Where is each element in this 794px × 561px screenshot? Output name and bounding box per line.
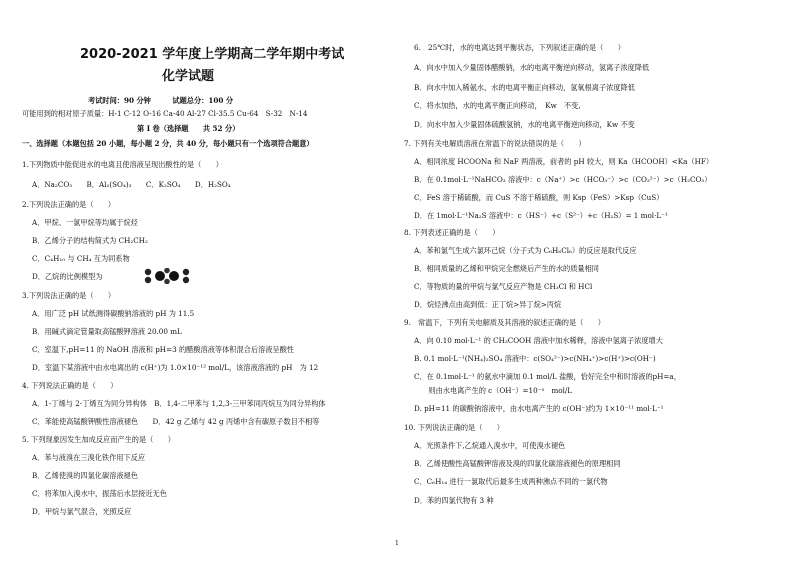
q9-option-c-cont: 则由水电离产生的 c（OH⁻）=10⁻ᵃ mol/L	[414, 386, 573, 395]
q3-option-d: D．室温下某溶液中由水电离出的 c(H⁺)为 1.0×10⁻¹² mol/L，该溶液溶液的 pH 为 12	[32, 363, 319, 372]
exam-subtitle: 化学试题	[162, 69, 215, 84]
q7-option-c: C．FeS 溶于稀硫酸，而 CuS 不溶于稀硫酸，则 Ksp（FeS）>Ksp（CuS）	[414, 193, 664, 202]
q4-options-ab: A．1-丁烯与 2-丁烯互为同分异构体 B．1,4-二甲苯与 1,2,3-三甲苯同丙烷互为同分异构体	[32, 399, 326, 408]
q5-option-c: C．将苯加入溴水中，振荡后水层接近无色	[32, 489, 167, 498]
page-number: 1	[395, 540, 399, 547]
q9-option-d: D. pH=11 的碳酸钠溶液中，由水电离产生的 c(OH⁻)约为 1×10⁻¹¹ mol·L⁻¹	[414, 404, 664, 413]
exam-info: 考试时间：90 分钟 试题总分：100 分	[88, 96, 234, 105]
question-4: 4. 下列说法正确的是（ ）	[22, 381, 118, 390]
section-heading: 一、选择题（本题包括 20 小题，每小题 2 分，共 40 分，每小题只有一个选项符合题意）	[22, 139, 314, 148]
atomic-masses: 可能用到的相对原子质量：H-1 C-12 O-16 Ca-40 Al-27 Cl-35.5 Cu-64 S-32 N-14	[22, 109, 308, 118]
q9-option-c: C．在 0.1mol·L⁻¹ 的氨水中滴加 0.1 mol/L 盐酸，恰好完全中和时溶液的pH=a，	[414, 372, 681, 381]
question-3: 3.下列说法正确的是（ ）	[22, 291, 116, 300]
q4-options-cd: C．苯能使高锰酸钾酸性溶液褪色 D．42 g 乙烯与 42 g 丙烯中含有碳原子数目不相等	[32, 417, 320, 426]
q5-option-b: B．乙烯使溴的四氯化碳溶液褪色	[32, 471, 138, 480]
q6-option-a: A．向水中加入少量固体醋酸钠，水的电离平衡逆向移动，氢离子浓度降低	[414, 63, 650, 72]
q7-option-b: B．在 0.1mol·L⁻¹NaHCO₃ 溶液中：c（Na⁺）>c（HCO₃⁻）>c（CO₃²⁻）>c（H₂CO₃）	[414, 175, 712, 184]
question-1: 1.下列物质中能促进水的电离且使溶液呈现出酸性的是（ ）	[22, 160, 223, 169]
exam-title: 2020-2021 学年度上学期高二学年期中考试	[80, 47, 345, 62]
question-10: 10. 下列说法正确的是（ ）	[404, 423, 504, 432]
q8-option-d: D．烷烃沸点由高到低：正丁烷>异丁烷>丙烷	[414, 300, 562, 309]
q3-option-a: A．用广泛 pH 试纸测得碳酸钠溶液的 pH 为 11.5	[32, 309, 195, 318]
q9-option-b: B. 0.1 mol·L⁻¹(NH₄)₂SO₄ 溶液中：c(SO₄²⁻)>c(NH₄⁺)>c(H⁺)>c(OH⁻)	[414, 354, 656, 363]
question-5: 5. 下列现象因发生加成反应而产生的是（ ）	[22, 435, 175, 444]
q5-option-d: D．甲烷与氯气混合，光照反应	[32, 507, 132, 516]
q7-option-d: D．在 1mol·L⁻¹Na₂S 溶液中：c（HS⁻）+c（S²⁻）+c（H₂S）= 1 mol·L⁻¹	[414, 211, 668, 220]
question-8: 8. 下列表述正确的是（ ）	[404, 228, 500, 237]
q2-option-b: B．乙烯分子的结构简式为 CH₂CH₂	[32, 236, 148, 245]
q6-option-c: C．将水加热，水的电离平衡正向移动， Kw 不变,	[414, 101, 581, 110]
q9-option-a: A．向 0.10 mol·L⁻¹ 的 CH₃COOH 溶液中加水稀释，溶液中氢离子浓度增大	[414, 336, 663, 345]
q3-option-b: B．用碱式滴定管量取高锰酸钾溶液 20.00 mL	[32, 327, 182, 336]
q5-option-a: A．苯与液溴在三溴化铁作用下反应	[32, 453, 146, 462]
q1-options: A．Na₂CO₃ B．Al₂(SO₄)₃ C．K₂SO₄ D．H₂SO₄	[32, 180, 231, 189]
q6-option-d: D．向水中加入少量固体硫酸氢钠，水的电离平衡逆向移动，Kw 不变	[414, 120, 635, 129]
part-heading: 第 I 卷（选择题 共 52 分）	[137, 124, 240, 133]
q2-option-c: C．C₄H₁₀ 与 CH₄ 互为同系物	[32, 254, 130, 263]
q8-option-c: C．等物质的量的甲烷与氯气反应产物是 CH₃Cl 和 HCl	[414, 282, 593, 291]
question-9: 9. 常温下，下列有关电解质及其溶液的叙述正确的是（ ）	[404, 318, 605, 327]
q10-option-b: B．乙烯使酸性高锰酸钾溶液及溴的四氯化碳溶液褪色的原理相同	[414, 459, 621, 468]
ethane-model-image	[140, 268, 194, 284]
q3-option-c: C．室温下,pH=11 的 NaOH 溶液和 pH=3 的醋酸溶液等体积混合后溶液呈酸性	[32, 345, 294, 354]
question-6: 6. 25℃时，水的电离达到平衡状态，下列叙述正确的是（ ）	[414, 43, 625, 52]
q7-option-a: A．相同浓度 HCOONa 和 NaF 两溶液，前者的 pH 较大，则 Ka（HCOOH）<Ka（HF）	[414, 157, 714, 166]
question-2: 2.下列说法正确的是（ ）	[22, 200, 116, 209]
q2-option-a: A．甲烷、一氯甲烷等均属于烷烃	[32, 218, 138, 227]
q10-option-a: A．光照条件下,乙烷通入溴水中，可使溴水褪色	[414, 441, 566, 450]
q2-option-d: D．乙烷的比例模型为	[32, 272, 103, 281]
q10-option-d: D．苯的四氯代物有 3 种	[414, 496, 494, 505]
q8-option-b: B．相同质量的乙烯和甲烷完全燃烧后产生的水的质量相同	[414, 264, 599, 273]
question-7: 7. 下列有关电解质溶液在常温下的说法错误的是（ ）	[404, 139, 586, 148]
q10-option-c: C．C₆H₁₄ 进行一氯取代后最多生成两种沸点不同的一氯代物	[414, 477, 608, 486]
q8-option-a: A．苯和氯气生成六氯环己烷（分子式为 C₆H₆Cl₆）的反应是取代反应	[414, 246, 637, 255]
q6-option-b: B．向水中加入稀氨水，水的电离平衡正向移动，氢氧根离子浓度降低	[414, 83, 635, 92]
